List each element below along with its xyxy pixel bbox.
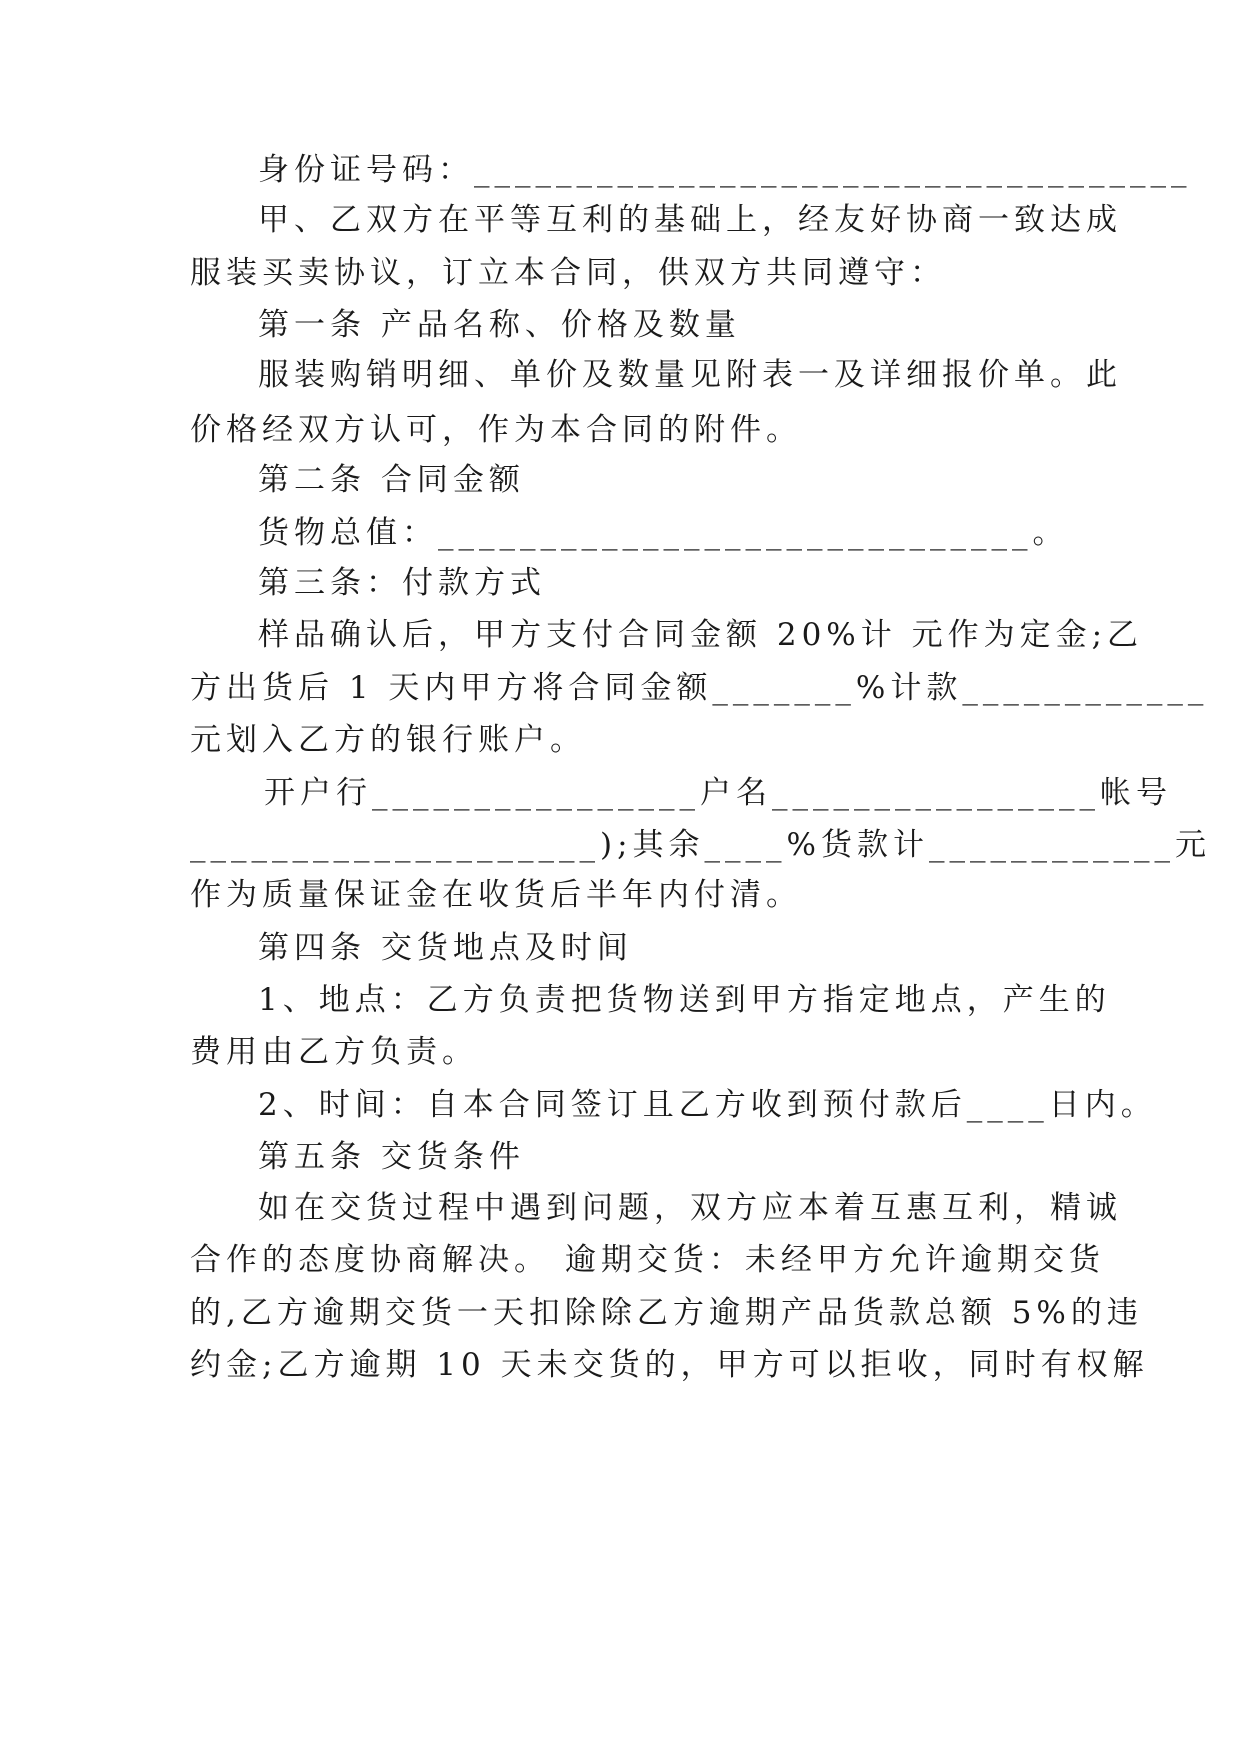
paragraph-line: 开户行________________户名________________帐号 <box>264 775 1172 811</box>
paragraph-line: 样品确认后，甲方支付合同金额 20%计 元作为定金;乙 <box>258 617 1144 653</box>
paragraph-line: 服装购销明细、单价及数量见附表一及详细报价单。此 <box>258 357 1122 393</box>
id-number-line: 身份证号码：___________________________________ <box>258 152 1192 188</box>
paragraph-line: 费用由乙方负责。 <box>190 1034 478 1070</box>
article-heading: 第三条：付款方式 <box>258 565 546 601</box>
paragraph-line: 货物总值：_____________________________。 <box>258 515 1069 551</box>
paragraph-line: 甲、乙双方在平等互利的基础上，经友好协商一致达成 <box>258 202 1122 238</box>
article-heading: 第四条 交货地点及时间 <box>258 930 633 966</box>
paragraph-line: 2、时间：自本合同签订且乙方收到预付款后____日内。 <box>258 1087 1157 1123</box>
paragraph-line: 约金;乙方逾期 10 天未交货的，甲方可以拒收，同时有权解 <box>190 1347 1149 1383</box>
paragraph-line: 1、地点：乙方负责把货物送到甲方指定地点，产生的 <box>258 982 1111 1018</box>
paragraph-line: 的,乙方逾期交货一天扣除除乙方逾期产品货款总额 5%的违 <box>190 1295 1143 1331</box>
paragraph-line: ____________________);其余____%货款计____________元 <box>190 827 1211 863</box>
paragraph-line: 如在交货过程中遇到问题，双方应本着互惠互利，精诚 <box>258 1190 1122 1226</box>
paragraph-line: 合作的态度协商解决。 逾期交货：未经甲方允许逾期交货 <box>190 1242 1105 1278</box>
article-heading: 第二条 合同金额 <box>258 462 525 498</box>
article-heading: 第五条 交货条件 <box>258 1139 525 1175</box>
paragraph-line: 方出货后 1 天内甲方将合同金额_______%计款____________ <box>190 670 1209 706</box>
article-heading: 第一条 产品名称、价格及数量 <box>258 307 741 343</box>
paragraph-line: 元划入乙方的银行账户。 <box>190 722 586 758</box>
paragraph-line: 价格经双方认可，作为本合同的附件。 <box>190 412 802 448</box>
paragraph-line: 服装买卖协议，订立本合同，供双方共同遵守： <box>190 255 946 291</box>
paragraph-line: 作为质量保证金在收货后半年内付清。 <box>190 877 802 913</box>
